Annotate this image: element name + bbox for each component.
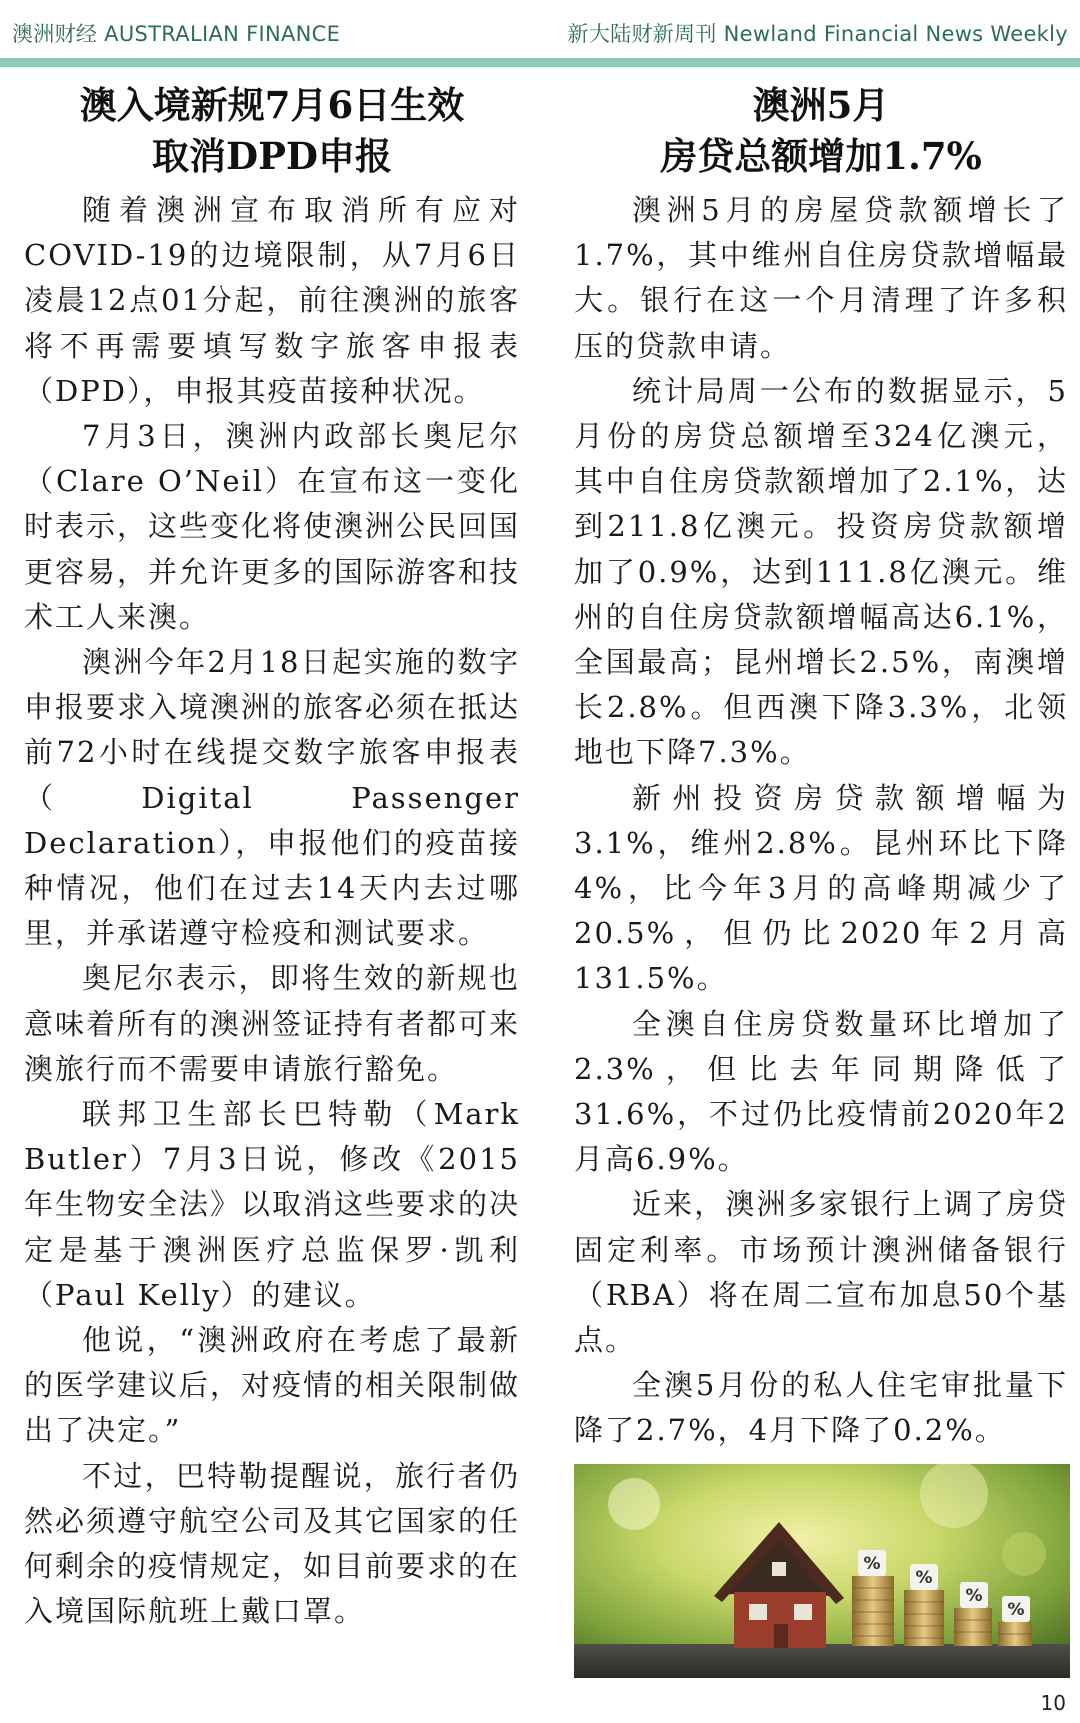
- left-title-line-2: 取消DPD申报: [152, 134, 392, 178]
- paragraph: 他说，“澳洲政府在考虑了最新的医学建议后，对疫情的相关限制做出了决定。”: [24, 1323, 521, 1448]
- paragraph: 联邦卫生部长巴特勒（Mark Butler）7月3日说，修改《2015年生物安全法》以取消这些要求的决定是基于澳洲医疗总监保罗·凯利（Paul Kelly）的建议。: [24, 1097, 521, 1312]
- paragraph: 全澳自住房贷数量环比增加了2.3%，但比去年同期降低了31.6%，不过仍比疫情前2020年2月高6.9%。: [574, 1006, 1068, 1177]
- section-label: 澳洲财经 AUSTRALIAN FINANCE: [12, 22, 341, 46]
- right-article: [574, 80, 1068, 1454]
- header-divider: [0, 58, 1080, 67]
- percent-die-2: %: [915, 1568, 933, 1588]
- paragraph: 澳洲今年2月18日起实施的数字申报要求入境澳洲的旅客必须在抵达前72小时在线提交数字旅客申报表（Digital Passenger Declaration），申报他们的疫苗接种情况，他们在过去14天内去过哪里，并承诺遵守检疫和测试要求。: [24, 645, 521, 951]
- left-article: [24, 80, 520, 1635]
- house-coins-illustration: [574, 1464, 1070, 1678]
- paragraph: 7月3日，澳洲内政部长奥尼尔（Clare O’Neil）在宣布这一变化时表示，这些变化将使澳洲公民回国更容易，并允许更多的国际游客和技术工人来澳。: [24, 419, 521, 634]
- paragraph: 全澳5月份的私人住宅审批量下降了2.7%，4月下降了0.2%。: [574, 1368, 1068, 1448]
- left-title-line-1: 澳入境新规7月6日生效: [79, 83, 465, 127]
- publication-name: 新大陆财新周刊 Newland Financial News Weekly: [567, 22, 1068, 46]
- page-number: 10: [1040, 1691, 1066, 1715]
- paragraph: 不过，巴特勒提醒说，旅行者仍然必须遵守航空公司及其它国家的任何剩余的疫情规定，如目前要求的在入境国际航班上戴口罩。: [24, 1458, 521, 1629]
- paragraph: 新州投资房贷款额增幅为3.1%，维州2.8%。昆州环比下降4%，比今年3月的高峰期减少了20.5%，但仍比2020年2月高131.5%。: [574, 780, 1068, 996]
- left-article-title: [24, 80, 520, 182]
- paragraph: 奥尼尔表示，即将生效的新规也意味着所有的澳洲签证持有者都可来澳旅行而不需要申请旅行豁免。: [24, 961, 521, 1086]
- percent-die-1: %: [863, 1554, 881, 1574]
- house-and-coins-photo: [574, 1464, 1070, 1678]
- paragraph: 近来，澳洲多家银行上调了房贷固定利率。市场预计澳洲储备银行（RBA）将在周二宣布加息50个基点。: [574, 1187, 1068, 1358]
- page-header: [0, 0, 1080, 58]
- right-title-line-1: 澳洲5月: [752, 83, 890, 127]
- paragraph: 澳洲5月的房屋贷款额增长了1.7%，其中维州自住房贷款增幅最大。银行在这一个月清理了许多积压的贷款申请。: [574, 193, 1068, 363]
- paragraph: 随着澳洲宣布取消所有应对COVID-19的边境限制，从7月6日凌晨12点01分起，前往澳洲的旅客将不再需要填写数字旅客申报表（DPD），申报其疫苗接种状况。: [24, 193, 520, 408]
- right-title-line-2: 房贷总额增加1.7%: [660, 134, 982, 178]
- percent-die-3: %: [965, 1586, 983, 1606]
- right-article-title: [574, 80, 1068, 182]
- paragraph: 统计局周一公布的数据显示，5月份的房贷总额增至324亿澳元，其中自住房贷款额增加了2.1%，达到211.8亿澳元。投资房贷款额增加了0.9%，达到111.8亿澳元。维州的自住房贷款额增幅高达6.1%，全国最高；昆州增长2.5%，南澳增长2.8%。但西澳下降3.3%，北领地也下降7.3%。: [574, 373, 1068, 770]
- percent-die-4: %: [1007, 1600, 1025, 1620]
